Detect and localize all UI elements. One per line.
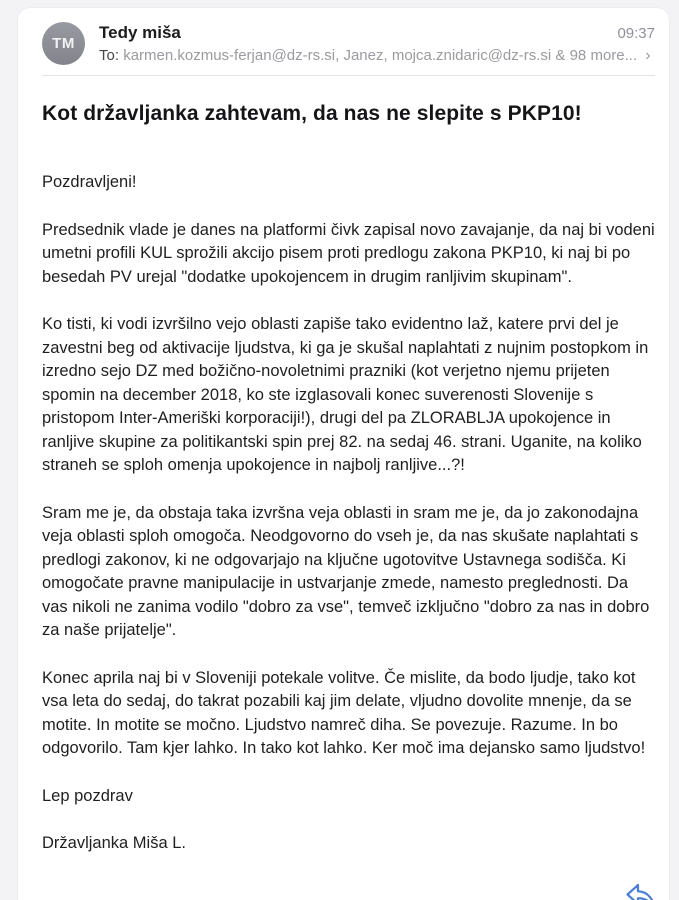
reply-arrow-icon [625, 882, 657, 900]
message-time: 09:37 [617, 25, 655, 42]
message-body [42, 171, 655, 856]
recipients-row[interactable] [99, 47, 655, 65]
reply-button[interactable] [625, 882, 657, 900]
subject-line: Kot državljanka zahtevam, da nas ne slepite s PKP10! [42, 102, 582, 125]
header-text [99, 22, 655, 65]
to-label: To: [99, 47, 120, 64]
body-paragraph: Lep pozdrav [42, 786, 133, 805]
body-paragraph: Državljanka Miša L. [42, 834, 186, 852]
body-paragraph: Predsednik vlade je danes na platformi čivk zapisal novo zavajanje, da naj bi vodeni umetni profili KUL sprožili akcijo pisem proti predlogu zakona PKP10, ki naj bi po besedah PV urejal "dodatke upokojencem in drugim ranljivim skupinam". [42, 220, 655, 286]
sender-avatar[interactable]: TM [42, 22, 85, 65]
message-header [42, 22, 655, 65]
name-line [99, 23, 655, 43]
header-divider [42, 75, 655, 76]
body-paragraph: Pozdravljeni! [42, 173, 137, 191]
recipients-list: karmen.kozmus-ferjan@dz-rs.si, Janez, mojca.znidaric@dz-rs.si & 98 more... [123, 47, 638, 64]
body-paragraph: Sram me je, da obstaja taka izvršna veja oblasti in sram me je, da jo zakonodajna veja oblasti sploh omogoča. Neodgovorno do vseh je, da nas skušate naplahtati s predlogi zakonov, ki ne odgovarjajo na ključne ugotovitve Ustavnega sodišča. Ki omogočate pravne manipulacije in ustvarjanje zmede, namesto preglednosti. Da vas nikoli ne zanima vodilo "dobro za vse", temveč izključno "dobro za nas in dobro za naše prijatelje". [42, 503, 650, 639]
sender-name[interactable]: Tedy miša [99, 23, 181, 42]
email-message-card [18, 8, 669, 900]
body-paragraph: Ko tisti, ki vodi izvršilno vejo oblasti zapiše tako evidentno laž, katere prvi del je zavestni beg od aktivacije ljudstva, ki ga je skušal naplahtati z nujnim postopkom in izredno sejo DZ med božično-novoletnimi prazniki (kot verjetno njemu prijeten spomin na december 2018, ko ste izglasovali konec suverenosti Slovenije s pristopom Inter-Ameriški korporaciji!), drugi del pa ZLORABLJA upokojence in ranljive skupine za politikantski spin prej 82. na sedaj 46. strani. Uganite, na koliko straneh se sploh omenja upokojence in najbolj ranljive...?! [42, 315, 649, 474]
body-paragraph: Konec aprila naj bi v Sloveniji potekale volitve. Če mislite, da bodo ljudje, tako kot vsa leta do sedaj, do takrat pozabili kaj jim delate, vljudno dovolite mnenje, da se motite. In motite se močno. Ljudstvo namreč diha. Se povezuje. Razume. In bo odgovorilo. Tam kjer lahko. In tako kot lahko. Ker moč ima dejansko samo ljudstvo! [42, 668, 646, 757]
chevron-right-icon[interactable]: › [645, 47, 651, 64]
